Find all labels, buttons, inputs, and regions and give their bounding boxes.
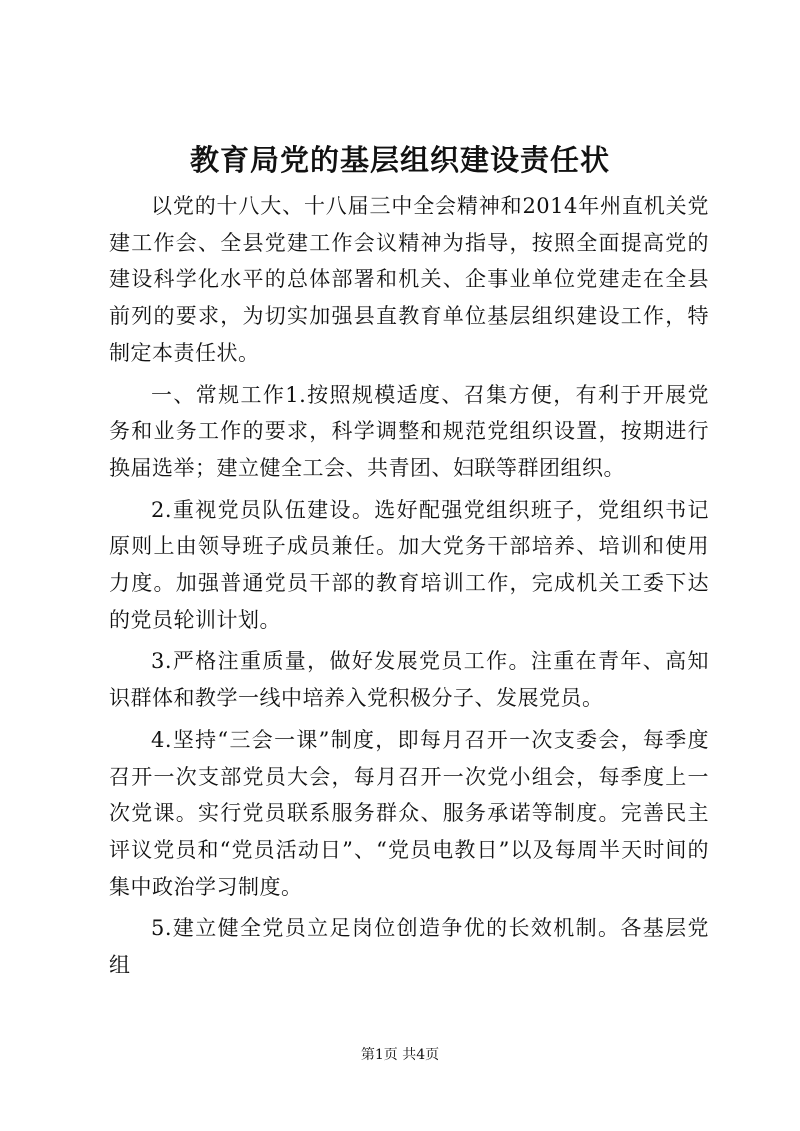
paragraph-item-2: 2.重视党员队伍建设。选好配强党组织班子，党组织书记原则上由领导班子成员兼任。加大党务干部培养、培训和使用力度。加强普通党员干部的教育培训工作，完成机关工委下达的党员轮训计划。 <box>109 497 709 632</box>
paragraph-item-3: 3.严格注重质量，做好发展党员工作。注重在青年、高知识群体和教学一线中培养入党积极分子、发展党员。 <box>109 649 709 711</box>
page-number-footer: 第1页 共4页 <box>360 1047 440 1063</box>
paragraph-item-4: 4.坚持“三会一课”制度，即每月召开一次支委会，每季度召开一次支部党员大会，每月召开一次党小组会，每季度上一次党课。实行党员联系服务群众、服务承诺等制度。完善民主评议党员和“党员活动日”、“党员电教日”以及每周半天时间的集中政治学习制度。 <box>109 727 709 899</box>
document-body <box>109 188 709 989</box>
document-title: 教育局党的基层组织建设责任状 <box>189 143 610 177</box>
paragraph-routine-work-1: 一、常规工作1.按照规模适度、召集方便，有利于开展党务和业务工作的要求，科学调整和规范党组织设置，按期进行换届选举；建立健全工会、共青团、妇联等群团组织。 <box>109 382 709 480</box>
paragraph-intro: 以党的十八大、十八届三中全会精神和2014年州直机关党建工作会、全县党建工作会议精神为指导，按照全面提高党的建设科学化水平的总体部署和机关、企事业单位党建走在全县前列的要求，为切实加强县直教育单位基层组织建设工作，特制定本责任状。 <box>109 194 709 365</box>
paragraph-item-5: 5.建立健全党员立足岗位创造争优的长效机制。各基层党组 <box>109 916 709 978</box>
